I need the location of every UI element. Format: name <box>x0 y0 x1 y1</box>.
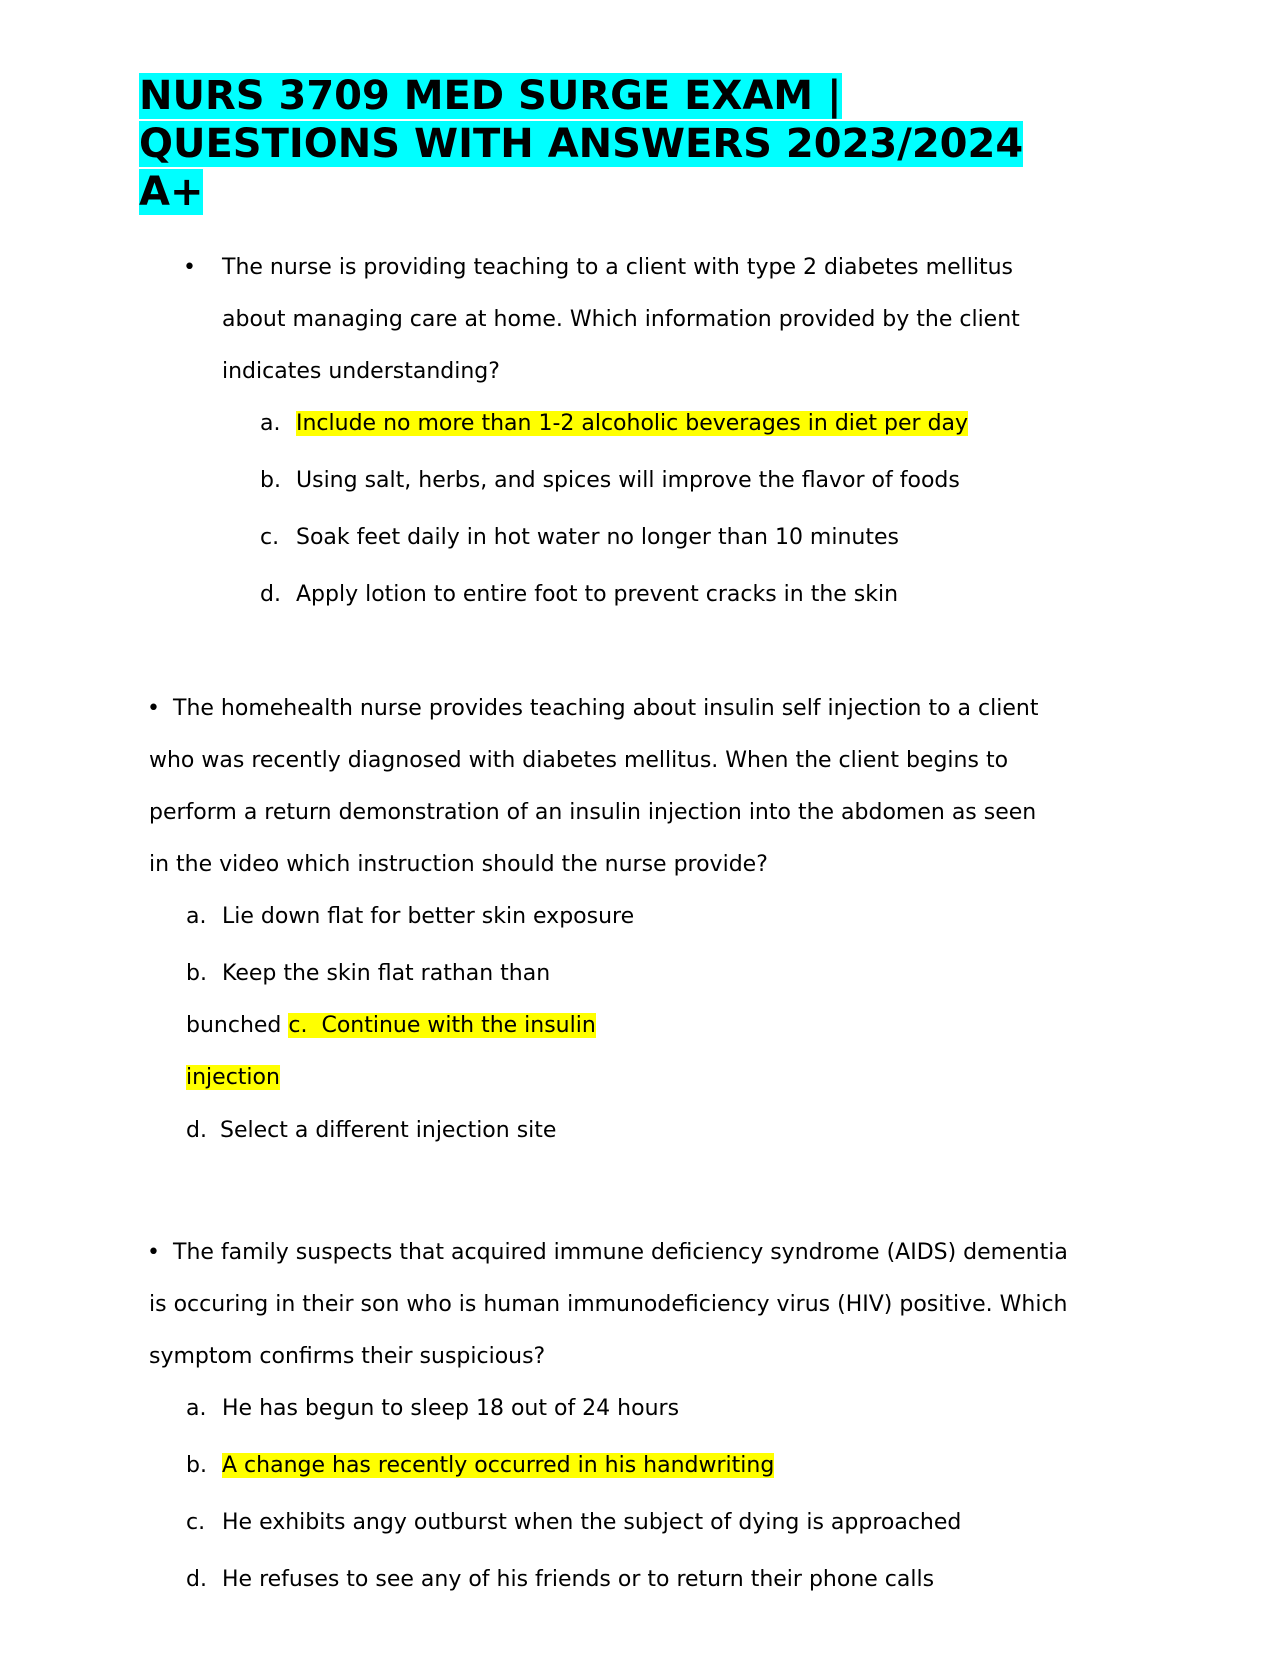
option-label: a. <box>260 411 281 436</box>
option-c-text: Soak feet daily in hot water no longer than 10 minutes <box>296 525 899 550</box>
question-text-line: is occuring in their son who is human immunodeficiency virus (HIV) positive. Which <box>149 1292 1068 1317</box>
question-text-line: perform a return demonstration of an insulin injection into the abdomen as seen <box>149 800 1037 825</box>
title-line-2: QUESTIONS WITH ANSWERS 2023/2024 <box>139 121 1024 167</box>
option-c-text: He exhibits angy outburst when the subject of dying is approached <box>222 1510 962 1535</box>
document-title <box>139 72 1099 216</box>
option-label: c. <box>260 525 280 550</box>
option-c-text: Continue with the insulin <box>321 1013 596 1038</box>
option-label: b. <box>260 468 281 493</box>
option-b-continuation: bunched <box>186 1013 282 1038</box>
option-c-continuation-line <box>186 1063 280 1093</box>
option-d-text: Select a different injection site <box>220 1118 557 1143</box>
option-d-text: Apply lotion to entire foot to prevent cracks in the skin <box>296 582 899 607</box>
question-text-line: who was recently diagnosed with diabetes mellitus. When the client begins to <box>149 748 1009 773</box>
option-label: d. <box>186 1118 207 1143</box>
option-b-text: Keep the skin flat rathan than <box>222 961 551 986</box>
question-text-line: The nurse is providing teaching to a client with type 2 diabetes mellitus <box>222 255 1013 280</box>
title-line-1: NURS 3709 MED SURGE EXAM | <box>139 73 842 119</box>
option-a-text: Lie down flat for better skin exposure <box>222 904 635 929</box>
option-b-text <box>222 1451 774 1481</box>
question-text-line: symptom confirms their suspicious? <box>149 1344 546 1369</box>
option-label: d. <box>260 582 281 607</box>
option-label: b. <box>186 961 207 986</box>
title-line-3: A+ <box>139 169 204 215</box>
option-a-text: He has begun to sleep 18 out of 24 hours <box>222 1396 680 1421</box>
option-d-text: He refuses to see any of his friends or to return their phone calls <box>222 1567 935 1592</box>
option-b-text: Using salt, herbs, and spices will improve the flavor of foods <box>296 468 960 493</box>
option-label: b. <box>186 1453 207 1478</box>
correct-answer-highlight: Include no more than 1-2 alcoholic beverages in diet per day <box>296 411 969 436</box>
bullet-marker: • <box>183 255 196 280</box>
question-text-line: about managing care at home. Which information provided by the client <box>222 307 1020 332</box>
option-label: c. <box>186 1510 206 1535</box>
question-text-line: in the video which instruction should the nurse provide? <box>149 852 768 877</box>
option-a-text <box>296 409 968 439</box>
correct-answer-highlight: A change has recently occurred in his handwriting <box>222 1453 775 1478</box>
question-text-line: The family suspects that acquired immune deficiency syndrome (AIDS) dementia <box>173 1240 1068 1265</box>
correct-answer-highlight <box>288 1013 595 1038</box>
correct-answer-highlight: injection <box>186 1065 280 1090</box>
bullet-marker: • <box>147 696 160 721</box>
option-label: c. <box>288 1013 308 1038</box>
option-b-c-line <box>186 1011 596 1041</box>
question-text-line: The homehealth nurse provides teaching about insulin self injection to a client <box>173 696 1039 721</box>
option-label: a. <box>186 904 207 929</box>
option-label: d. <box>186 1567 207 1592</box>
question-text-line: indicates understanding? <box>222 359 500 384</box>
option-label: a. <box>186 1396 207 1421</box>
bullet-marker: • <box>147 1240 160 1265</box>
